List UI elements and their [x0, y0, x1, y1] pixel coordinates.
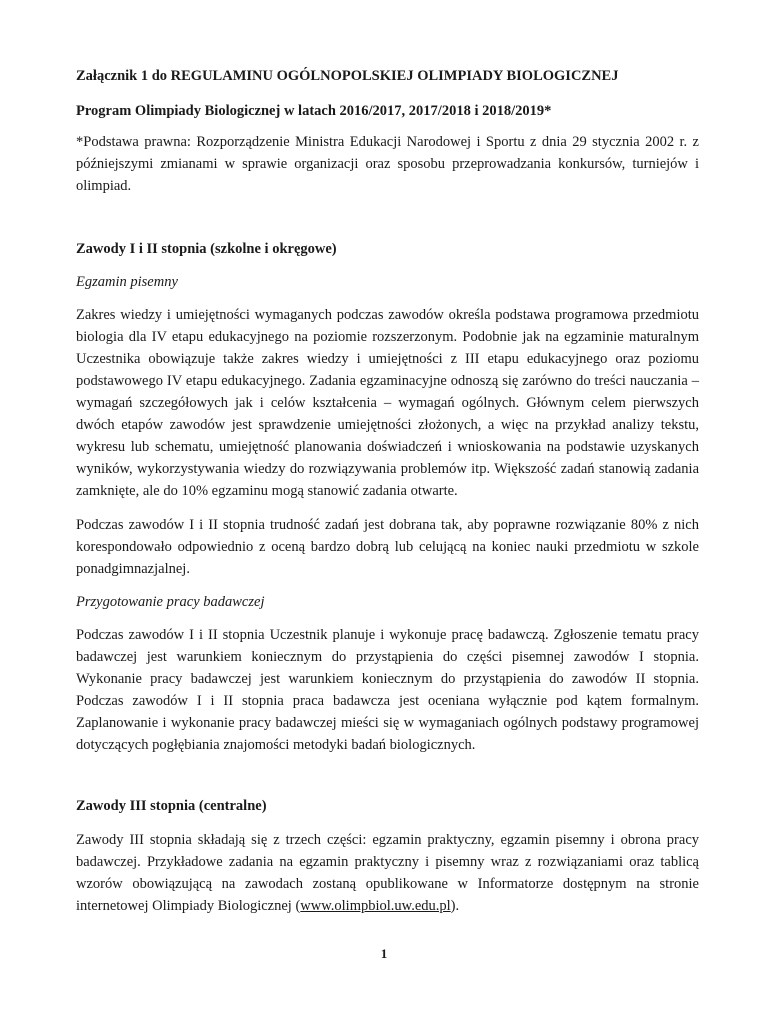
olympiad-website-link[interactable]: www.olimpbiol.uw.edu.pl — [300, 898, 451, 914]
research-heading: Przygotowanie pracy badawczej — [76, 594, 265, 610]
program-title: Program Olimpiady Biologicznej w latach 2016/2017, 2017/2018 i 2018/2019* — [76, 103, 552, 119]
section2-text-end: ). — [450, 898, 460, 914]
annex-title: Załącznik 1 do REGULAMINU OGÓLNOPOLSKIEJ OLIMPIADY BIOLOGICZNEJ — [76, 68, 619, 84]
section2-heading: Zawody III stopnia (centralne) — [76, 798, 267, 814]
written-exam-heading: Egzamin pisemny — [76, 274, 178, 290]
section2-text: Zawody III stopnia składają się z trzech części: egzamin praktyczny, egzamin pisemny i obrona pracy badawczej. Przykładowe zadania na egzamin praktyczny i pisemny wraz z rozwiązaniami oraz tablicą wzorów obowiązującą na zawodach zostaną opublikowane w Informatorze dostępnym na stronie internetowej Olimpiady Biologicznej ( — [76, 832, 699, 914]
written-exam-paragraph-1: Zakres wiedzy i umiejętności wymaganych podczas zawodów określa podstawa programowa przedmiotu biologia dla IV etapu edukacyjnego na poziomie rozszerzonym. Podobnie jak na egzaminie maturalnym Uczestnika obowiązuje także zakres wiedzy i umiejętności z III etapu edukacyjnego oraz poziomu podstawowego IV etapu edukacyjnego. Zadania egzaminacyjne odnoszą się zarówno do treści nauczania – wymagań szczegółowych jak i celów kształcenia – wymagań ogólnych. Głównym celem pierwszych dwóch etapów zawodów jest sprawdzenie umiejętności złożonych, a więc na przykład analizy tekstu, wykresu lub schematu, umiejętność planowania doświadczeń i wnioskowania na podstawie uzyskanych wyników, wykorzystywania wiedzy do rozwiązywania problemów itp. Większość zadań stanowią zadania zamknięte, ale do 10% egzaminu mogą stanowić zadania otwarte. — [76, 307, 699, 499]
legal-basis-note: *Podstawa prawna: Rozporządzenie Ministra Edukacji Narodowej i Sportu z dnia 29 stycznia 2002 r. z późniejszymi zmianami w sprawie organizacji oraz sposobu przeprowadzania konkursów, turniejów i olimpiad. — [76, 134, 699, 194]
research-paragraph: Podczas zawodów I i II stopnia Uczestnik planuje i wykonuje pracę badawczą. Zgłoszenie tematu pracy badawczej jest warunkiem koniecznym do przystąpienia do części pisemnej zawodów I stopnia. Wykonanie pracy badawczej jest warunkiem koniecznym do przystąpienia do zawodów II stopnia. Podczas zawodów I i II stopnia praca badawcza jest oceniana wyłącznie pod kątem formalnym. Zaplanowanie i wykonanie pracy badawczej mieści się w wymaganiach ogólnych podstawy programowej dotyczących pogłębiania znajomości metodyki badań biologicznych. — [76, 627, 699, 753]
section1-heading: Zawody I i II stopnia (szkolne i okręgowe) — [76, 241, 337, 257]
section2-paragraph — [76, 829, 699, 917]
written-exam-paragraph-2: Podczas zawodów I i II stopnia trudność zadań jest dobrana tak, aby poprawne rozwiązanie 80% z nich korespondowało odpowiednio z oceną bardzo dobrą lub celującą na koniec nauki przedmiotu w szkole ponadgimnazjalnej. — [76, 517, 699, 577]
page-number: 1 — [380, 946, 388, 961]
